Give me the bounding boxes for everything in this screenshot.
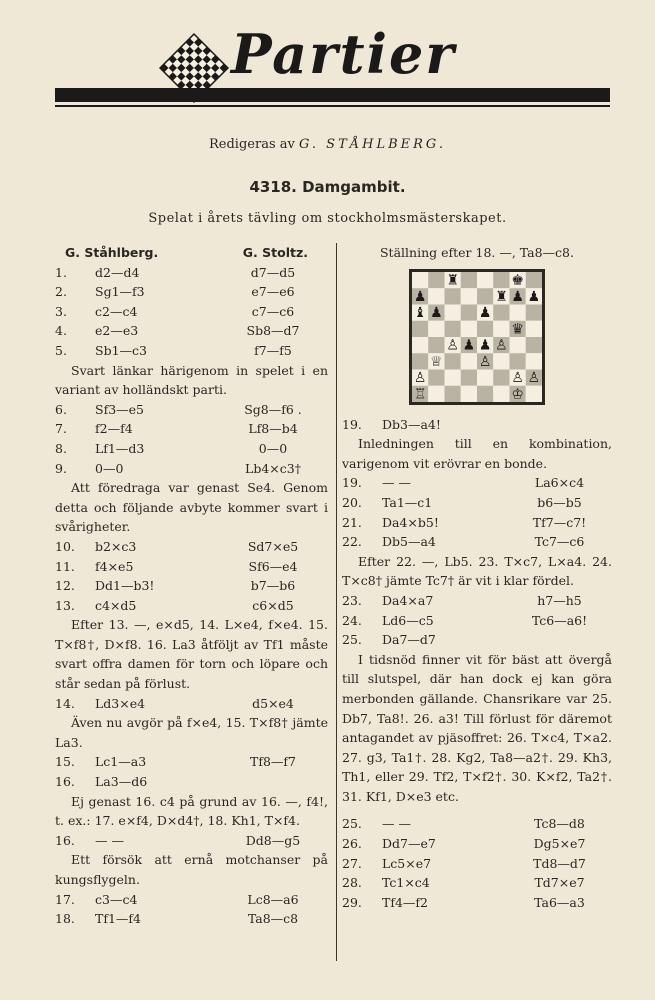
black-piece-icon: ♟ [478, 304, 492, 321]
move-row [342, 591, 612, 611]
white-move: Sb1—c3 [95, 342, 147, 358]
white-piece-icon: ♙ [511, 369, 524, 386]
move-number: 8. [55, 440, 67, 456]
board-square [412, 353, 428, 369]
board-square [461, 288, 477, 304]
black-piece-icon: ♝ [413, 304, 427, 321]
board-square [461, 304, 477, 320]
move-row [55, 772, 328, 792]
board-square [477, 288, 493, 304]
move-row [342, 473, 612, 493]
white-move: Lf1—d3 [95, 440, 145, 456]
board-square [445, 369, 461, 385]
black-move: d7—d5 [250, 264, 296, 280]
white-move: Tf1—f4 [95, 911, 141, 927]
white-player: G. Ståhlberg. [65, 245, 159, 260]
black-move: 0—0 [258, 440, 288, 456]
black-piece-icon: ♟ [478, 337, 492, 354]
white-move: Dd1—b3! [95, 578, 155, 594]
move-number: 28. [342, 875, 362, 891]
move-number: 22. [342, 534, 362, 550]
diagram-caption: Ställning efter 18. —, Ta8—c8. [379, 245, 574, 260]
white-move: Ld6—c5 [382, 612, 434, 628]
black-piece-icon: ♜ [495, 288, 508, 305]
move-row [55, 302, 328, 322]
move-number: 7. [55, 421, 67, 437]
black-move: Sd7×e5 [247, 538, 299, 554]
board-square [477, 320, 493, 336]
board-square [493, 369, 509, 385]
move-number: 11. [55, 558, 75, 574]
move-row [342, 493, 612, 513]
annotation: Att föredraga var genast Se4. Genom detta och följande avbyte kommer svart i svårigheter. [55, 480, 328, 535]
move-number: 1. [55, 264, 67, 280]
board-square [493, 272, 509, 288]
black-move: Sb8—d7 [246, 323, 300, 339]
black-move: d5×e4 [252, 695, 294, 711]
white-piece-icon: ♙ [527, 369, 541, 386]
black-move: Tc7—c6 [534, 534, 585, 550]
black-move: La6×c4 [534, 475, 585, 491]
board-square [461, 353, 477, 369]
game-subtitle: Spelat i årets tävling om stockholmsmästerskapet. [148, 211, 507, 226]
black-move: Td7×e7 [534, 875, 585, 891]
move-list [342, 814, 612, 912]
black-piece-icon: ♜ [446, 272, 459, 289]
black-move: b7—b6 [250, 578, 296, 594]
move-list [55, 400, 328, 478]
board-square [526, 353, 542, 369]
white-move: Da4×a7 [382, 592, 434, 608]
black-move: Tf7—c7! [532, 514, 587, 530]
board-square [526, 337, 542, 353]
move-number: 4. [55, 323, 67, 339]
white-move: c3—c4 [95, 891, 138, 907]
header-rule-thin [55, 105, 610, 107]
board-square [412, 320, 428, 336]
white-piece-icon: ♙ [413, 369, 427, 386]
white-piece-icon: ♙ [495, 337, 508, 354]
players-header [55, 243, 328, 263]
chess-diagram [409, 269, 545, 405]
editor-name: G. STÅHLBERG. [298, 137, 446, 152]
white-move: Db5—a4 [382, 534, 436, 550]
move-number: 18. [55, 911, 75, 927]
move-number: 12. [55, 578, 75, 594]
board-square [445, 385, 461, 401]
board-square [510, 337, 526, 353]
move-row [55, 596, 328, 616]
annotation: Ej genast 16. c4 på grund av 16. —, f4!, t. ex.: 17. e×f4, D×d4†, 18. Kh1, T×f4. [55, 793, 328, 829]
move-number: 26. [342, 836, 362, 852]
board-square [428, 337, 444, 353]
black-move: h7—h5 [537, 592, 582, 608]
move-number: 17. [55, 891, 75, 907]
spacer [342, 806, 612, 814]
black-move: Td8—d7 [533, 855, 586, 871]
move-row [55, 282, 328, 302]
chess-board [412, 272, 542, 402]
black-move: Tc8—d8 [534, 816, 585, 832]
black-move: c6×d5 [252, 597, 294, 613]
move-number: 5. [55, 342, 67, 358]
white-move: Ta1—c1 [382, 494, 433, 510]
move-row [55, 909, 328, 929]
white-move: Lc1—a3 [95, 754, 147, 770]
board-square [412, 272, 428, 288]
white-move: Dd7—e7 [382, 836, 436, 852]
header-rule-thick [55, 88, 610, 102]
white-piece-icon: ♙ [478, 353, 492, 370]
move-number: 9. [55, 460, 67, 476]
white-move: b2×c3 [95, 538, 137, 554]
annotation: Svart länkar härigenom in spelet i en variant av holländskt parti. [55, 362, 328, 398]
move-number: 10. [55, 538, 75, 554]
annotation: Efter 13. —, e×d5, 14. L×e4, f×e4. 15. T×f8†, D×f8. 16. La3 åtföljt av Tf1 måste svart offra damen för torn och löpare och står sedan på förlust. [55, 617, 328, 692]
column-divider [336, 243, 337, 961]
move-row [55, 419, 328, 439]
black-move: Dd8—g5 [245, 832, 301, 848]
board-square [526, 320, 542, 336]
white-piece-icon: ♕ [430, 353, 443, 370]
move-number: 23. [342, 592, 362, 608]
move-number: 29. [342, 894, 362, 910]
move-number: 21. [342, 514, 362, 530]
board-square [510, 304, 526, 320]
white-move: — — [382, 816, 411, 832]
move-row [55, 831, 328, 851]
board-square [461, 272, 477, 288]
white-move: Tf4—f2 [382, 894, 428, 910]
move-number: 14. [55, 695, 75, 711]
white-move: — — [382, 475, 411, 491]
move-row [342, 513, 612, 533]
move-list [55, 537, 328, 615]
move-number: 16. [55, 832, 75, 848]
move-row [55, 400, 328, 420]
left-column [55, 243, 328, 929]
move-row [342, 415, 612, 435]
move-number: 2. [55, 284, 67, 300]
move-list [342, 415, 612, 435]
move-row [55, 459, 328, 479]
move-row [55, 890, 328, 910]
move-row [55, 557, 328, 577]
move-number: 15. [55, 754, 75, 770]
move-row [55, 537, 328, 557]
white-move: f4×e5 [95, 558, 134, 574]
board-square [412, 337, 428, 353]
board-square [493, 353, 509, 369]
editor-line [0, 137, 655, 152]
black-piece-icon: ♟ [462, 337, 476, 354]
move-row [342, 814, 612, 834]
board-square [428, 272, 444, 288]
move-list [55, 263, 328, 361]
move-list [55, 831, 328, 851]
white-move: Da4×b5! [382, 514, 439, 530]
board-square [445, 320, 461, 336]
white-move: Tc1×c4 [382, 875, 430, 891]
board-square [477, 272, 493, 288]
white-piece-icon: ♔ [511, 386, 524, 402]
move-row [342, 854, 612, 874]
board-square [461, 320, 477, 336]
move-number: 6. [55, 401, 67, 417]
section-title: Partier [231, 22, 456, 86]
white-move: c2—c4 [95, 303, 138, 319]
black-move: e7—e6 [251, 284, 295, 300]
board-square [445, 353, 461, 369]
black-piece-icon: ♟ [413, 288, 427, 305]
editor-prefix: Redigeras av [209, 137, 295, 152]
board-square [428, 320, 444, 336]
move-number: 27. [342, 855, 362, 871]
black-piece-icon: ♟ [527, 288, 541, 305]
move-list [342, 473, 612, 551]
black-move: Ta6—a3 [534, 894, 585, 910]
section-header [55, 22, 610, 110]
board-square [493, 320, 509, 336]
white-move: Db3—a4! [382, 416, 441, 432]
board-square [461, 369, 477, 385]
board-square [445, 304, 461, 320]
move-row [55, 263, 328, 283]
board-square [526, 272, 542, 288]
move-row [55, 341, 328, 361]
white-move: c4×d5 [95, 597, 137, 613]
move-row [55, 439, 328, 459]
move-number: 25. [342, 632, 362, 648]
black-move: Tc6—a6! [531, 612, 588, 628]
move-row [55, 694, 328, 714]
annotation: Även nu avgör på f×e4, 15. T×f8† jämte La3. [55, 715, 328, 750]
annotation: Efter 22. —, Lb5. 23. T×c7, L×a4. 24. T×c8† jämte Tc7† är vit i klar fördel. [342, 553, 612, 589]
board-square [510, 353, 526, 369]
black-move: Lf8—b4 [248, 421, 298, 437]
move-list [55, 752, 328, 791]
white-move: e2—e3 [95, 323, 139, 339]
black-move: Lc8—a6 [247, 891, 299, 907]
move-number: 20. [342, 494, 362, 510]
board-square [526, 304, 542, 320]
black-piece-icon: ♛ [511, 321, 524, 338]
board-square [477, 369, 493, 385]
move-number: 13. [55, 597, 75, 613]
move-number: 19. [342, 416, 362, 432]
black-move: Sg8—f6 . [244, 401, 302, 417]
move-row [342, 611, 612, 631]
move-row [55, 576, 328, 596]
board-square [493, 304, 509, 320]
move-list [55, 694, 328, 714]
move-row [342, 834, 612, 854]
black-move: f7—f5 [254, 342, 292, 358]
white-move: Sg1—f3 [95, 284, 145, 300]
board-square [428, 369, 444, 385]
move-number: 19. [342, 475, 362, 491]
move-list [342, 591, 612, 650]
board-square [428, 385, 444, 401]
black-piece-icon: ♚ [511, 272, 524, 289]
move-row [342, 532, 612, 552]
white-piece-icon: ♙ [446, 337, 459, 354]
move-number: 16. [55, 774, 75, 790]
move-row [342, 893, 612, 913]
move-number: 24. [342, 612, 362, 628]
board-square [493, 385, 509, 401]
move-row [342, 873, 612, 893]
black-move: Ta8—c8 [247, 911, 299, 927]
white-move: Sf3—e5 [95, 401, 144, 417]
black-piece-icon: ♟ [430, 304, 443, 321]
board-square [445, 288, 461, 304]
black-move: Dg5×e7 [533, 836, 586, 852]
black-piece-icon: ♟ [511, 288, 524, 305]
white-move: La3—d6 [95, 774, 148, 790]
right-column [342, 243, 612, 912]
board-square [526, 385, 542, 401]
white-move: 0—0 [95, 460, 124, 476]
white-move: — — [95, 832, 124, 848]
black-player: G. Stoltz. [242, 245, 308, 260]
move-row [342, 630, 612, 650]
white-move: f2—f4 [95, 421, 133, 437]
white-move: d2—d4 [95, 264, 140, 280]
annotation: Inledningen till en kombination, varigenom vit erövrar en bonde. [342, 436, 612, 471]
board-square [477, 385, 493, 401]
white-piece-icon: ♖ [413, 386, 427, 402]
white-move: Ld3×e4 [95, 695, 146, 711]
game-title: 4318. Damgambit. [249, 178, 406, 196]
annotation: I tidsnöd finner vit för bäst att övergå till slutspel, där han dock ej kan göra merbonden gällande. Chansrikare var 25. Db7, Ta8!. 26. a3! Till förlust för däremot antagandet av pjäsoffret: 26. T×c4, T×a2. 27. g3, Ta1†. 28. Kg2, Ta8—a2†. 29. Kh3, Th1, eller 29. Tf2, T×f2†. 30. K×f2, Ta2†. 31. Kf1, D×e3 etc. [342, 651, 612, 804]
black-move: b6—b5 [537, 494, 582, 510]
board-square [428, 288, 444, 304]
black-move: Lb4×c3† [245, 460, 301, 476]
black-move: Tf8—f7 [250, 754, 296, 770]
move-list [55, 890, 328, 929]
annotation: Ett försök att ernå motchanser på kungsflygeln. [55, 852, 328, 887]
black-move: Sf6—e4 [248, 558, 298, 574]
move-row [55, 321, 328, 341]
white-move: Da7—d7 [382, 632, 436, 648]
move-number: 3. [55, 303, 67, 319]
white-move: Lc5×e7 [382, 855, 432, 871]
black-move: c7—c6 [251, 303, 295, 319]
move-row [55, 752, 328, 772]
move-number: 25. [342, 816, 362, 832]
board-square [461, 385, 477, 401]
